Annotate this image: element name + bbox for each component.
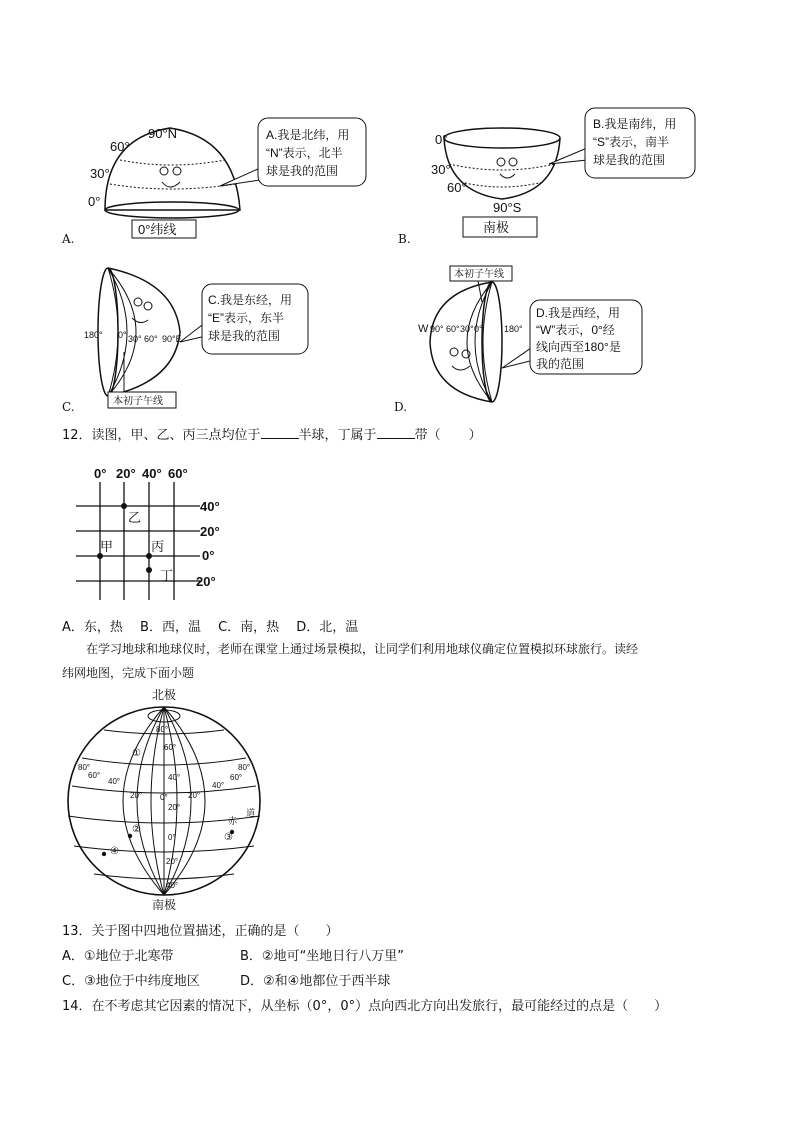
face-eye	[160, 167, 168, 175]
bubble-tail	[502, 346, 534, 368]
lat-label: 20°	[196, 574, 216, 589]
question-12-stem	[62, 424, 482, 443]
point-ding	[146, 567, 152, 573]
lat-label: 30°	[90, 166, 110, 181]
face-mouth	[452, 366, 470, 370]
lat-lon-grid-figure	[70, 460, 240, 605]
lon-label: 0°	[94, 466, 107, 481]
grid-label: 60°	[230, 773, 243, 782]
equator-label: 道	[246, 808, 256, 818]
figure-c-east-longitude	[80, 262, 340, 412]
lat-label: 30°	[431, 162, 451, 177]
bubble-tail	[220, 168, 260, 186]
point-label: 甲	[100, 539, 114, 554]
grid-label: 20°	[130, 791, 143, 800]
lat-label: 0°	[88, 194, 101, 209]
lon-label: 60°	[144, 334, 158, 344]
bubble-line: “N”表示，北半	[266, 146, 343, 160]
point-4-dot	[102, 852, 106, 856]
lon-line	[467, 282, 492, 402]
bubble-line: A.我是北纬，用	[266, 128, 350, 142]
caption: 南极	[483, 220, 510, 235]
bubble-line: 线向西至180°是	[536, 340, 621, 354]
face-eye	[509, 158, 517, 166]
grid-label: 80°	[78, 763, 91, 772]
lon-line	[108, 268, 118, 396]
lat-label: 60°	[110, 139, 130, 154]
lon-label: 0°	[118, 330, 127, 340]
paragraph-line: 纬网地图，完成下面小题	[62, 666, 195, 680]
bubble-line: 球是我的范围	[593, 153, 666, 167]
lon-label: 30°	[460, 324, 474, 334]
caption: 本初子午线	[113, 396, 163, 407]
north-pole-label: 北极	[152, 688, 177, 702]
point-label: 乙	[128, 510, 142, 525]
face-eye	[497, 158, 505, 166]
lat-label: 20°	[200, 524, 220, 539]
lat-line	[120, 160, 225, 165]
question-13-option-a: A．①地位于北寒带	[62, 949, 174, 964]
grid-label: 80°	[156, 725, 169, 734]
grid-label: 40°	[212, 781, 225, 790]
face-mouth	[500, 174, 515, 178]
grid-label: 40°	[166, 881, 179, 890]
face-eye	[134, 298, 142, 306]
bubble-tail	[549, 148, 587, 164]
scenario-paragraph	[62, 637, 752, 685]
point-label: ④	[110, 846, 119, 857]
lon-label: 0°	[474, 324, 483, 334]
stem-part: 12．读图，甲、乙、丙三点均位于	[62, 428, 261, 443]
face-eye	[173, 167, 181, 175]
lat-label: 0°	[435, 132, 448, 147]
bubble-line: “S”表示，南半	[593, 135, 669, 149]
option-c-letter: C.	[62, 400, 75, 414]
grid-label: 40°	[168, 773, 181, 782]
lon-label: 60°	[446, 324, 460, 334]
grid-label: 20°	[188, 791, 201, 800]
lat-label: 90°S	[493, 200, 522, 215]
south-pole-label: 南极	[152, 898, 177, 912]
grid-label: 20°	[168, 803, 181, 812]
face-mouth	[162, 182, 180, 187]
lon-label: W	[418, 323, 429, 335]
paragraph-line: 在学习地球和地球仪时，老师在课堂上通过场景模拟，让同学们利用地球仪确定位置模拟环球旅行。读经	[86, 642, 639, 656]
lon-label: 90°	[430, 324, 444, 334]
bubble-line: D.我是西经，用	[536, 306, 621, 320]
lon-label: 180°	[504, 324, 523, 334]
caption: 0°纬线	[138, 222, 177, 237]
option-b-letter: B.	[398, 232, 411, 246]
face-eye	[462, 350, 470, 358]
stem-part: 半球，丁属于	[298, 428, 377, 443]
figure-d-west-longitude	[410, 262, 670, 412]
stem-part: ）	[468, 428, 482, 443]
bubble-line: “E”表示，东半	[208, 311, 284, 325]
grid-label: 0°	[168, 833, 176, 842]
lon-label: 60°	[168, 466, 188, 481]
lat-line	[449, 164, 555, 170]
lat-label: 90°N	[148, 126, 178, 141]
meridian-ellipse	[482, 282, 502, 402]
point-yi	[121, 503, 127, 509]
question-13-option-d: D．②和④地都位于西半球	[240, 974, 391, 989]
bubble-line: 球是我的范围	[208, 329, 281, 343]
figure-b-southern-latitude	[425, 104, 715, 244]
globe-grid-figure	[60, 686, 270, 912]
lon-label: 20°	[116, 466, 136, 481]
point-label: ①	[132, 748, 141, 759]
answer-blank[interactable]	[377, 426, 415, 439]
lon-label: 180°	[84, 330, 103, 340]
answer-blank[interactable]	[261, 426, 299, 439]
figure-a-northern-latitude	[60, 98, 390, 248]
face-eye	[144, 302, 152, 310]
rim-ellipse	[444, 128, 560, 148]
lat-label: 40°	[200, 499, 220, 514]
grid-label: 0°	[160, 793, 168, 802]
lat-line	[461, 182, 543, 187]
grid-label: 60°	[164, 743, 177, 752]
question-12-options: A．东，热 B．西，温 C．南，热 D．北，温	[62, 620, 359, 635]
lat-label: 0°	[202, 548, 215, 563]
point-label: ③	[224, 832, 233, 843]
lat-label: 60°	[447, 180, 467, 195]
point-label: 丙	[151, 539, 165, 554]
question-13-stem: 13．关于图中四地位置描述，正确的是（ ）	[62, 924, 339, 939]
lon-label: 30°	[128, 334, 142, 344]
grid-label: 20°	[166, 857, 179, 866]
lon-label: 40°	[142, 466, 162, 481]
question-13-option-c: C．③地位于中纬度地区	[62, 974, 200, 989]
bubble-line: “W”表示，0°经	[536, 323, 615, 337]
grid-label: 60°	[88, 771, 101, 780]
grid-label: 80°	[238, 763, 251, 772]
caption: 本初子午线	[454, 269, 504, 280]
bubble-line: 球是我的范围	[266, 164, 339, 178]
equator-label: 赤	[228, 816, 238, 826]
bubble-line: C.我是东经，用	[208, 293, 293, 307]
bubble-line: B.我是南纬，用	[593, 117, 677, 131]
question-13-option-b: B．②地可“坐地日行八万里”	[240, 949, 405, 964]
point-label: 丁	[160, 568, 174, 583]
option-a-letter: A.	[62, 232, 75, 246]
question-14-stem: 14．在不考虑其它因素的情况下，从坐标（0°，0°）点向西北方向出发旅行，最可能经过的点是（ ）	[62, 999, 668, 1014]
point-label: ②	[132, 824, 141, 835]
lon-label: 90°E	[162, 334, 182, 344]
stem-part: 带（	[414, 428, 441, 443]
option-d-letter: D.	[394, 400, 408, 414]
bubble-line: 我的范围	[536, 357, 585, 371]
face-eye	[450, 348, 458, 356]
grid-label: 40°	[108, 777, 121, 786]
